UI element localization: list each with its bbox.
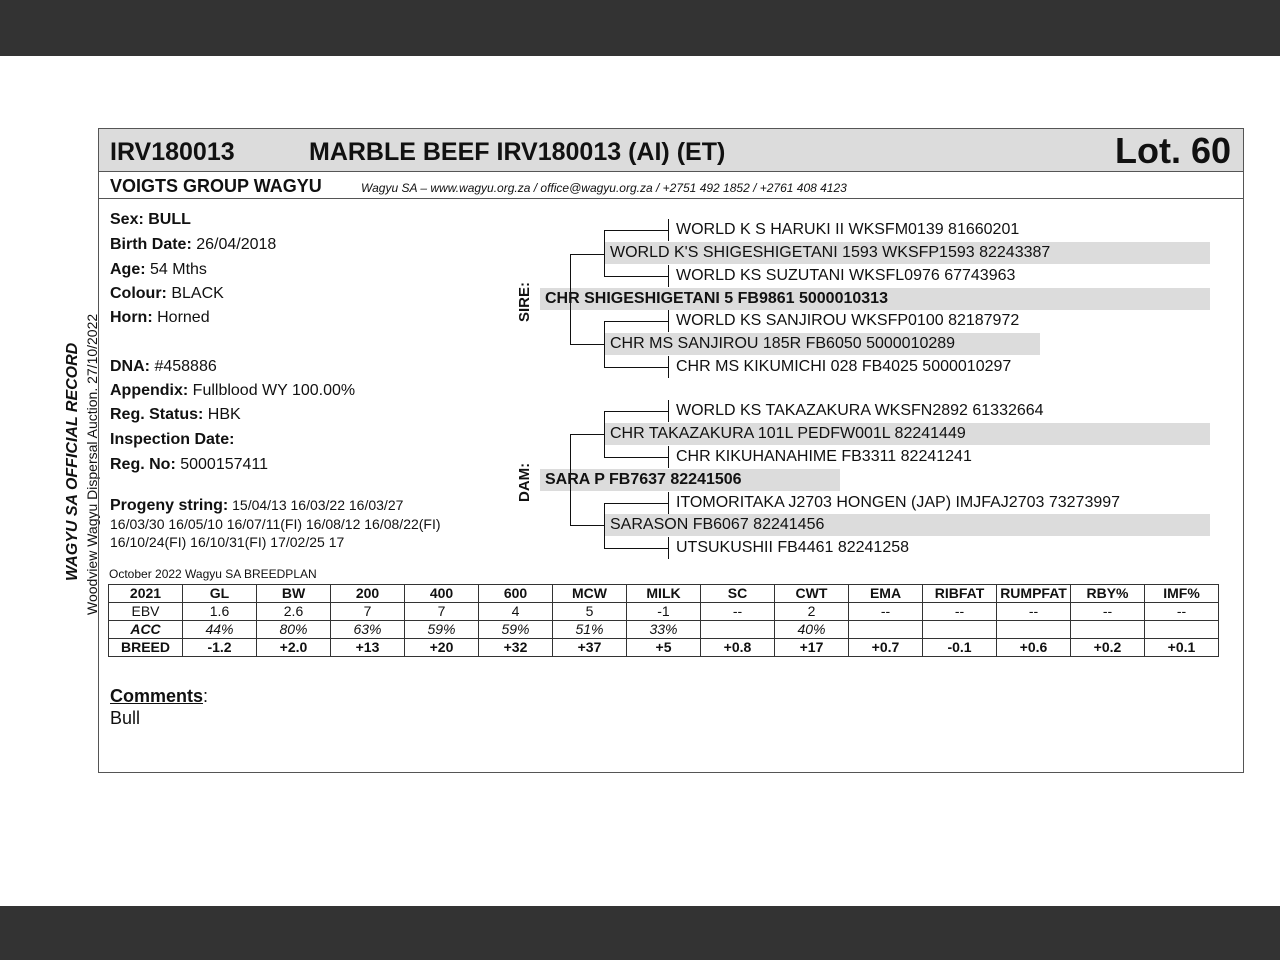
- comments-value: Bull: [110, 708, 141, 728]
- acc-cell: 80%: [257, 621, 331, 639]
- progeny-label: Progeny string:: [110, 497, 229, 514]
- dam-sire-sire: WORLD KS TAKAZAKURA WKSFN2892 61332664: [676, 402, 1044, 419]
- horn-row: Horn: Horned: [110, 309, 210, 326]
- ebv-cell: --: [997, 603, 1071, 621]
- breed-cell: +13: [331, 639, 405, 657]
- official-record-label: WAGYU SA OFFICIAL RECORD: [64, 342, 81, 581]
- header-cell: GL: [183, 585, 257, 603]
- breeder-bar: [99, 172, 1243, 199]
- inspection-row: Inspection Date:: [110, 431, 235, 448]
- breed-cell: +0.7: [849, 639, 923, 657]
- acc-cell: [849, 621, 923, 639]
- sex-value: BULL: [148, 211, 191, 228]
- breed-cell: +5: [627, 639, 701, 657]
- acc-cell: [1071, 621, 1145, 639]
- header-cell: 2021: [109, 585, 183, 603]
- acc-cell: 51%: [553, 621, 627, 639]
- sire-sire-sire: WORLD K S HARUKI II WKSFM0139 81660201: [676, 221, 1020, 238]
- dna-value: #458886: [154, 358, 217, 375]
- age-row: Age: 54 Mths: [110, 261, 207, 278]
- ebv-cell: 2: [775, 603, 849, 621]
- ebv-cell: 1.6: [183, 603, 257, 621]
- progeny-line-2: 16/03/30 16/05/10 16/07/11(FI) 16/08/12 16/08/22(FI): [110, 516, 441, 532]
- progeny-string: [110, 496, 510, 551]
- animal-name: MARBLE BEEF IRV180013 (AI) (ET): [309, 138, 726, 166]
- ebv-cell: 4: [479, 603, 553, 621]
- dam-dam-dam: UTSUKUSHII FB4461 82241258: [676, 539, 910, 556]
- dam-sire-dam: CHR KIKUHANAHIME FB3311 82241241: [676, 448, 972, 465]
- line: [604, 230, 605, 276]
- acc-cell: ACC: [109, 621, 183, 639]
- ebv-cell: 7: [331, 603, 405, 621]
- sire-dam-dam: CHR MS KIKUMICHI 028 FB4025 5000010297: [676, 358, 1012, 375]
- header-cell: BW: [257, 585, 331, 603]
- line: [668, 492, 669, 514]
- age-value: 54 Mths: [150, 261, 207, 278]
- header-cell: RUMPFAT: [997, 585, 1071, 603]
- line: [668, 446, 669, 468]
- header-cell: MCW: [553, 585, 627, 603]
- ebv-cell: -1: [627, 603, 701, 621]
- breed-cell: -1.2: [183, 639, 257, 657]
- line: [604, 321, 668, 322]
- line: [668, 537, 669, 559]
- breedplan-table: [108, 584, 1219, 657]
- line: [570, 254, 571, 344]
- lot-number: Lot. 60: [1114, 130, 1231, 171]
- breed-cell: BREED: [109, 639, 183, 657]
- top-bar: [0, 0, 1280, 56]
- sire-dam-sire: WORLD KS SANJIROU WKSFP0100 82187972: [676, 312, 1020, 329]
- ebv-cell: 2.6: [257, 603, 331, 621]
- dam-dam-sire: ITOMORITAKA J2703 HONGEN (JAP) IMJFAJ2703 73273997: [676, 494, 1121, 511]
- ebv-cell: --: [849, 603, 923, 621]
- ebv-row: [109, 603, 1219, 621]
- ebv-cell: --: [1145, 603, 1219, 621]
- acc-cell: 40%: [775, 621, 849, 639]
- header-cell: MILK: [627, 585, 701, 603]
- line: [668, 400, 669, 422]
- acc-cell: [701, 621, 775, 639]
- sire-name: CHR SHIGESHIGETANI 5 FB9861 5000010313: [540, 288, 1210, 310]
- record-card: [98, 128, 1244, 773]
- header-row: [109, 585, 1219, 603]
- acc-cell: 59%: [479, 621, 553, 639]
- animal-id: IRV180013: [110, 138, 235, 166]
- line: [604, 230, 668, 231]
- line: [604, 367, 668, 368]
- birth-row: Birth Date: 26/04/2018: [110, 236, 277, 253]
- dam-name: SARA P FB7637 82241506: [540, 469, 840, 491]
- breed-cell: +17: [775, 639, 849, 657]
- header-cell: 600: [479, 585, 553, 603]
- header-cell: SC: [701, 585, 775, 603]
- acc-cell: [1145, 621, 1219, 639]
- sire-dam: CHR MS SANJIROU 185R FB6050 5000010289: [605, 333, 1040, 355]
- breed-cell: +32: [479, 639, 553, 657]
- breed-cell: +37: [553, 639, 627, 657]
- colour-row: Colour: BLACK: [110, 285, 224, 302]
- line: [604, 503, 668, 504]
- ebv-cell: 5: [553, 603, 627, 621]
- header-cell: EMA: [849, 585, 923, 603]
- horn-value: Horned: [157, 309, 210, 326]
- breed-cell: +0.8: [701, 639, 775, 657]
- reg-status-value: HBK: [207, 406, 241, 423]
- ebv-cell: --: [1071, 603, 1145, 621]
- birth-value: 26/04/2018: [196, 236, 277, 253]
- bottom-bar: [0, 906, 1280, 960]
- dam-dam: SARASON FB6067 82241456: [605, 514, 1210, 536]
- breed-cell: +2.0: [257, 639, 331, 657]
- sire-label: SIRE:: [516, 281, 533, 322]
- line: [668, 356, 669, 378]
- header-cell: 400: [405, 585, 479, 603]
- acc-cell: [923, 621, 997, 639]
- breed-cell: +0.1: [1145, 639, 1219, 657]
- sire-sire-dam: WORLD KS SUZUTANI WKSFL0976 67743963: [676, 267, 1016, 284]
- header-cell: RIBFAT: [923, 585, 997, 603]
- acc-row: [109, 621, 1219, 639]
- ebv-cell: 7: [405, 603, 479, 621]
- line: [570, 254, 605, 255]
- comments-label: Comments: [110, 686, 204, 706]
- acc-cell: 59%: [405, 621, 479, 639]
- line: [668, 310, 669, 332]
- acc-cell: 63%: [331, 621, 405, 639]
- dam-label: DAM:: [516, 462, 533, 502]
- line: [570, 525, 605, 526]
- breed-cell: +0.2: [1071, 639, 1145, 657]
- appendix-row: Appendix: Fullblood WY 100.00%: [110, 382, 356, 399]
- line: [604, 457, 668, 458]
- reg-status-row: Reg. Status: HBK: [110, 406, 241, 423]
- ebv-cell: EBV: [109, 603, 183, 621]
- comments-heading: [110, 686, 208, 707]
- line: [570, 434, 605, 435]
- ebv-cell: --: [923, 603, 997, 621]
- reg-no-row: Reg. No: 5000157411: [110, 456, 269, 473]
- progeny-line-1: 15/04/13 16/03/22 16/03/27: [232, 497, 404, 513]
- breed-cell: +20: [405, 639, 479, 657]
- record-header: [99, 129, 1243, 172]
- line: [604, 276, 668, 277]
- line: [570, 434, 571, 525]
- line: [604, 548, 668, 549]
- header-cell: 200: [331, 585, 405, 603]
- contact-info: Wagyu SA – www.wagyu.org.za / office@wagyu.org.za / +2751 492 1852 / +2761 408 4123: [361, 181, 847, 195]
- breedplan-title: October 2022 Wagyu SA BREEDPLAN: [109, 567, 317, 581]
- acc-cell: [997, 621, 1071, 639]
- auction-label: Woodview Wagyu Dispersal Auction. 27/10/2022: [84, 313, 100, 615]
- header-cell: IMF%: [1145, 585, 1219, 603]
- line: [668, 265, 669, 287]
- header-cell: RBY%: [1071, 585, 1145, 603]
- reg-no-value: 5000157411: [180, 456, 269, 473]
- breed-cell: +0.6: [997, 639, 1071, 657]
- line: [604, 321, 605, 367]
- dam-sire: CHR TAKAZAKURA 101L PEDFW001L 82241449: [605, 423, 1210, 445]
- sire-sire: WORLD K'S SHIGESHIGETANI 1593 WKSFP1593 82243387: [605, 242, 1210, 264]
- line: [604, 503, 605, 548]
- line: [604, 411, 605, 457]
- header-cell: CWT: [775, 585, 849, 603]
- breeder-name: VOIGTS GROUP WAGYU: [110, 176, 322, 196]
- line: [668, 219, 669, 241]
- line: [604, 411, 668, 412]
- ebv-cell: --: [701, 603, 775, 621]
- comments-colon: :: [203, 686, 209, 706]
- dna-row: DNA: #458886: [110, 358, 217, 375]
- acc-cell: 44%: [183, 621, 257, 639]
- appendix-value: Fullblood WY 100.00%: [192, 382, 356, 399]
- progeny-line-3: 16/10/24(FI) 16/10/31(FI) 17/02/25 17: [110, 534, 345, 550]
- colour-value: BLACK: [171, 285, 224, 302]
- breed-cell: -0.1: [923, 639, 997, 657]
- line: [570, 344, 605, 345]
- breed-row: [109, 639, 1219, 657]
- sex-row: Sex: BULL: [110, 211, 191, 228]
- acc-cell: 33%: [627, 621, 701, 639]
